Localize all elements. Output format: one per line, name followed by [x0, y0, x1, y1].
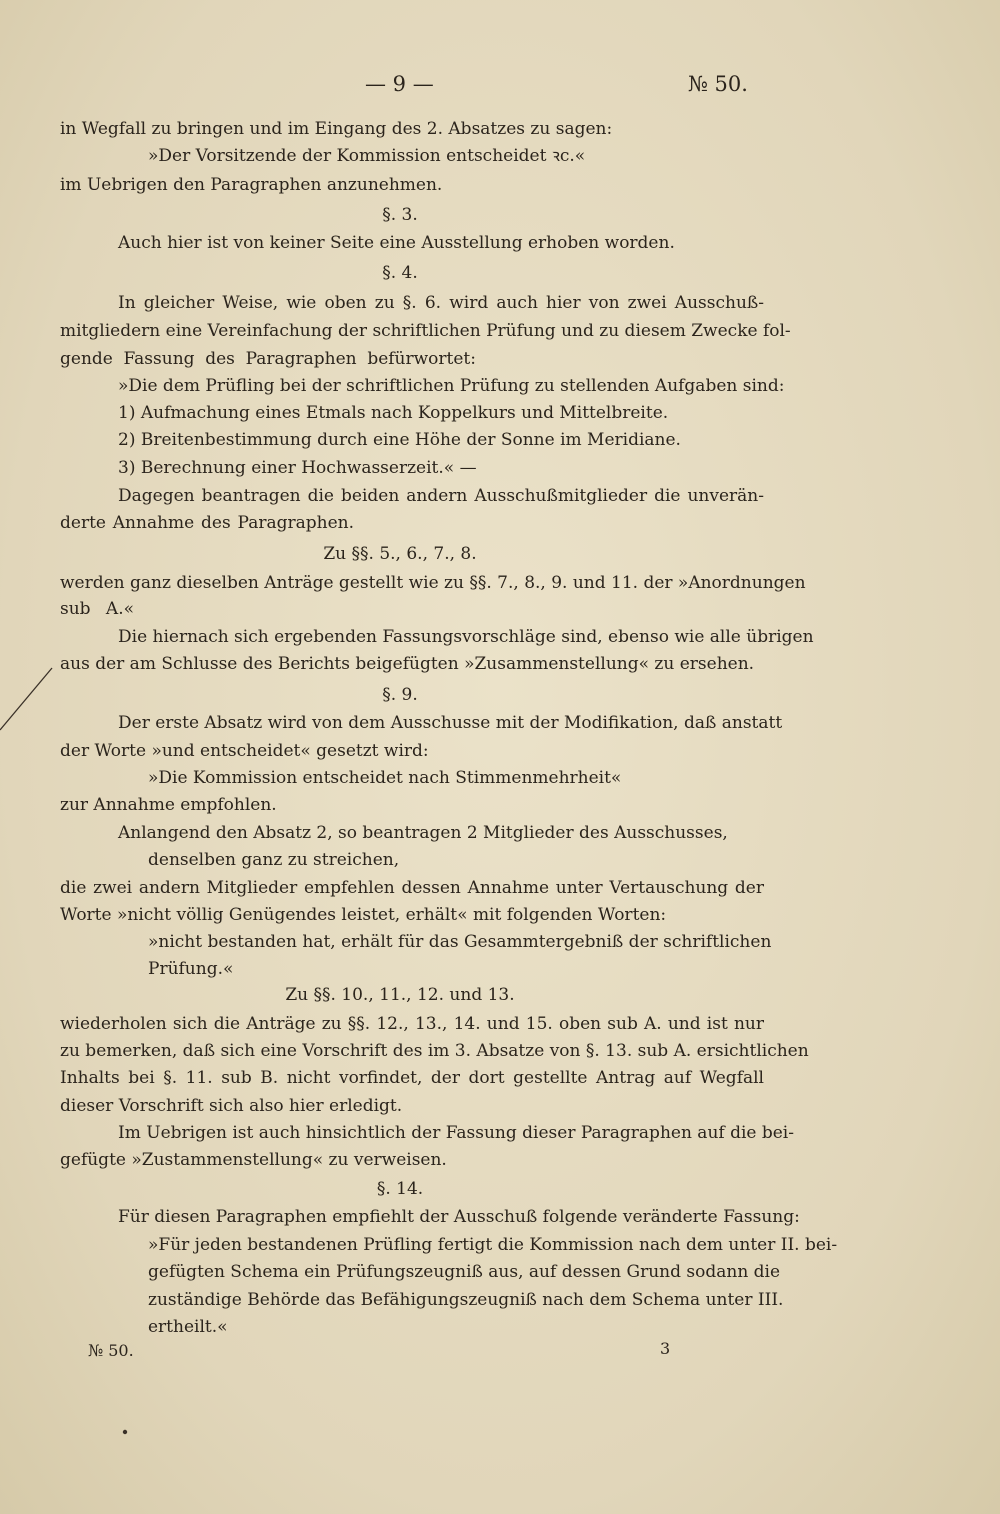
ink-dot — [123, 1430, 127, 1434]
text-line: mitgliedern eine Vereinfachung der schriftlichen Prüfung und zu diesem Zwecke fol- — [60, 321, 791, 341]
text-line: »nicht bestanden hat, erhält für das Gesammtergebniß der schriftlichen — [148, 932, 772, 952]
text-line: 1) Aufmachung eines Etmals nach Koppelkurs und Mittelbreite. — [118, 403, 669, 423]
text-line: Auch hier ist von keiner Seite eine Ausstellung erhoben worden. — [118, 233, 675, 253]
text-line: denselben ganz zu streichen, — [148, 850, 400, 870]
text-line: gefügte »Zustammenstellung« zu verweisen. — [60, 1150, 447, 1170]
text-line: derte Annahme des Paragraphen. — [60, 513, 354, 533]
text-line: zur Annahme empfohlen. — [60, 795, 277, 815]
pencil-stroke — [0, 668, 52, 730]
document-number: № 50. — [688, 72, 748, 96]
section-heading: §. 9. — [382, 685, 418, 705]
text-line: Prüfung.« — [148, 959, 234, 979]
text-line: Die hiernach sich ergebenden Fassungsvorschläge sind, ebenso wie alle übrigen — [118, 627, 814, 647]
text-line: gende Fassung des Paragraphen befürwortet: — [60, 349, 476, 369]
text-line: Der erste Absatz wird von dem Ausschusse mit der Modifikation, daß anstatt — [118, 713, 783, 733]
text-line: ertheilt.« — [148, 1317, 228, 1337]
text-line: werden ganz dieselben Anträge gestellt wie zu §§. 7., 8., 9. und 11. der »Anordnungen — [60, 573, 806, 593]
text-line: 3) Berechnung einer Hochwasserzeit.« — — [118, 458, 477, 478]
section-heading: §. 3. — [382, 205, 418, 225]
text-line: gefügten Schema ein Prüfungszeugniß aus, auf dessen Grund sodann die — [148, 1262, 781, 1282]
section-heading: Zu §§. 5., 6., 7., 8. — [323, 544, 477, 564]
text-line: Worte »nicht völlig Genügendes leistet, erhält« mit folgenden Worten: — [60, 905, 667, 925]
footer-sheet-number: 3 — [660, 1339, 671, 1358]
text-line: die zwei andern Mitglieder empfehlen dessen Annahme unter Vertauschung der — [60, 878, 764, 898]
text-line: zuständige Behörde das Befähigungszeugniß nach dem Schema unter III. — [148, 1290, 784, 1310]
text-line: im Uebrigen den Paragraphen anzunehmen. — [60, 175, 443, 195]
footer-document-number: № 50. — [88, 1341, 134, 1360]
text-line: dieser Vorschrift sich also hier erledigt. — [60, 1096, 403, 1116]
text-line: Dagegen beantragen die beiden andern Ausschußmitglieder die unverän- — [118, 486, 764, 506]
section-heading: §. 14. — [376, 1179, 424, 1199]
text-line: 2) Breitenbestimmung durch eine Höhe der Sonne im Meridiane. — [118, 430, 681, 450]
text-line: Anlangend den Absatz 2, so beantragen 2 Mitglieder des Ausschusses, — [118, 823, 728, 843]
text-line: wiederholen sich die Anträge zu §§. 12., 13., 14. und 15. oben sub A. und ist nur — [60, 1014, 764, 1034]
text-line: sub A.« — [60, 599, 134, 619]
text-line: »Die Kommission entscheidet nach Stimmenmehrheit« — [148, 768, 622, 788]
text-line: aus der am Schlusse des Berichts beigefügten »Zusammenstellung« zu ersehen. — [60, 654, 755, 674]
text-line: In gleicher Weise, wie oben zu §. 6. wird auch hier von zwei Ausschuß- — [118, 293, 764, 313]
text-line: der Worte »und entscheidet« gesetzt wird: — [60, 741, 429, 761]
text-line: Für diesen Paragraphen empfiehlt der Ausschuß folgende veränderte Fassung: — [118, 1207, 800, 1227]
section-heading: §. 4. — [382, 263, 418, 283]
text-line: Im Uebrigen ist auch hinsichtlich der Fassung dieser Paragraphen auf die bei- — [118, 1123, 794, 1143]
page-number: — 9 — — [365, 72, 434, 96]
text-line: »Die dem Prüfling bei der schriftlichen Prüfung zu stellenden Aufgaben sind: — [118, 376, 785, 396]
text-line: in Wegfall zu bringen und im Eingang des 2. Absatzes zu sagen: — [60, 119, 613, 139]
text-line: »Der Vorsitzende der Kommission entscheidet ꝛc.« — [148, 146, 586, 166]
section-heading: Zu §§. 10., 11., 12. und 13. — [285, 985, 515, 1005]
text-line: Inhalts bei §. 11. sub B. nicht vorfindet, der dort gestellte Antrag auf Wegfall — [60, 1068, 764, 1088]
text-line: zu bemerken, daß sich eine Vorschrift des im 3. Absatze von §. 13. sub A. ersichtlichen — [60, 1041, 809, 1061]
text-line: »Für jeden bestandenen Prüfling fertigt die Kommission nach dem unter II. bei- — [148, 1235, 838, 1255]
